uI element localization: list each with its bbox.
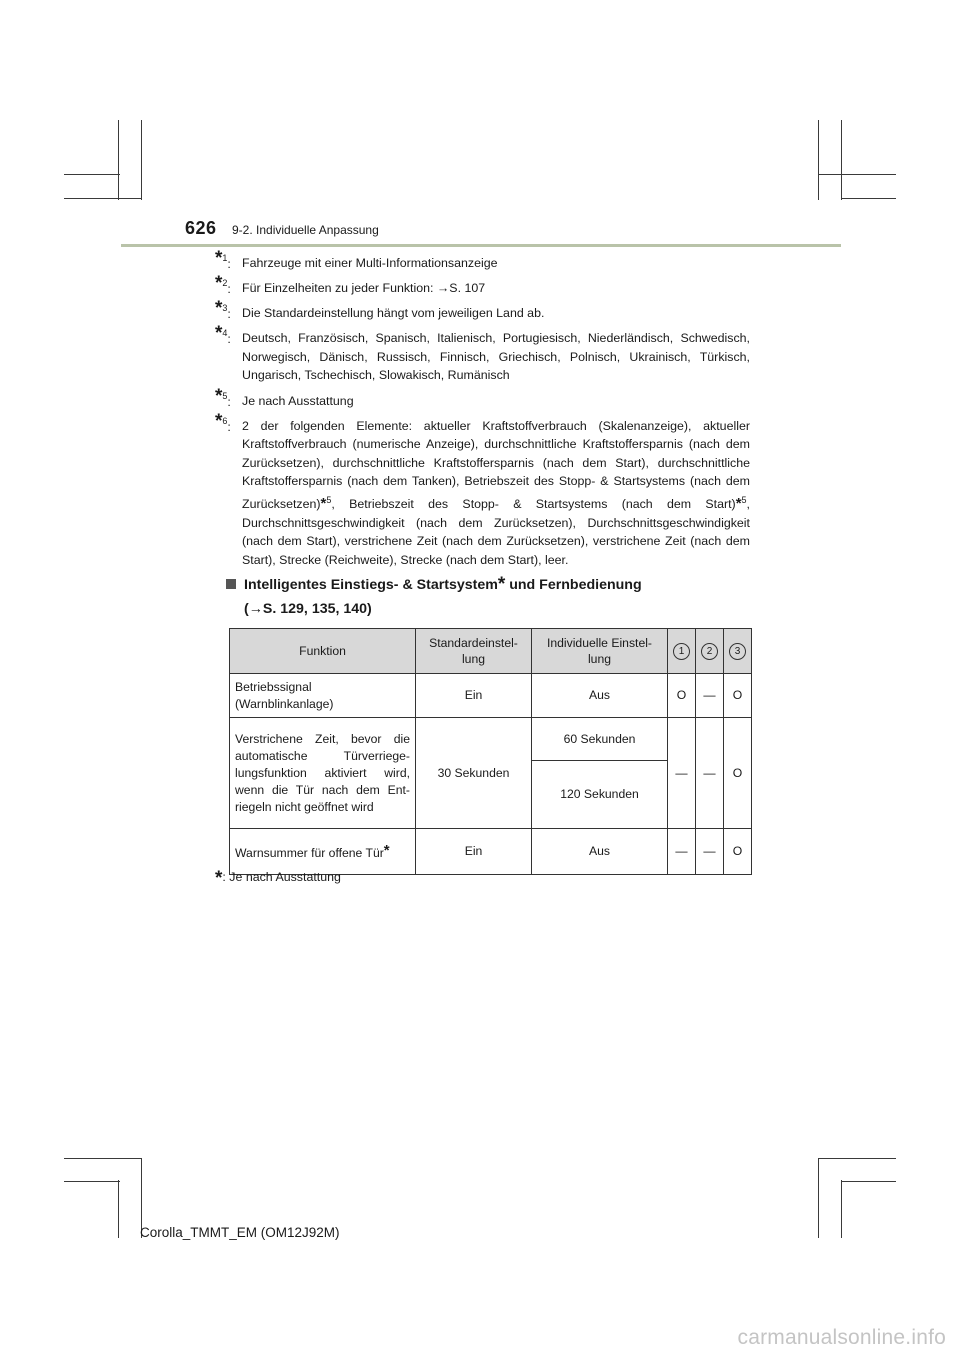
table-header-row [230,629,752,674]
cell-default: Ein [416,674,532,718]
table-row [230,718,752,761]
subheading-page-ref: (→S. 129, 135, 140) [244,601,372,617]
cell-custom: Aus [532,829,668,875]
crop-mark [64,174,120,175]
asterisk-icon: * [497,574,506,595]
crop-mark [64,1181,120,1182]
footnote-marker: *$^2$: [215,273,231,297]
cell-default: 30 Sekunden [416,718,532,829]
subheading-title-b: und Fernbedienung [505,577,642,593]
crop-mark [818,1158,896,1159]
footnote-text: Die Standardeinstellung hängt vom jeweiligen Land ab. [242,306,545,321]
cell-method-2: — [696,829,724,875]
footnote-list [215,248,750,576]
cell-custom: 60 Sekunden [532,718,668,761]
cell-method-3: O [724,674,752,718]
watermark: carmanualsonline.info [737,1326,946,1349]
crop-mark [818,120,819,200]
section-subheading [226,574,746,620]
footnote-4 [215,323,750,385]
cell-function: Verstrichene Zeit, bevor die automatische Türverriege-lungsfunktion aktiviert wird, wenn die Tür nach dem Ent-riegeln nicht geöffnet wird [230,718,416,829]
table-footnote: *: Je nach Ausstattung [215,868,341,889]
footnote-6 [215,410,750,570]
crop-mark [118,1180,119,1238]
footnote-5 [215,385,750,411]
circled-number-3-icon: 3 [729,643,746,660]
crop-mark [64,1158,142,1159]
cell-default: Ein [416,829,532,875]
crop-mark [841,120,842,200]
footnote-marker: *$^5$: [215,385,231,409]
footnote-1 [215,248,750,273]
footnote-text-part-b: , Betriebszeit des Stopp- & Startsystems (nach dem Start) [331,497,736,512]
cell-function-text: Warnsummer für offene Tür [235,845,384,860]
footnote-ref: 5 [741,495,747,506]
crop-mark [118,120,119,200]
asterisk-icon: * [320,495,327,513]
settings-table [229,628,752,875]
footnote-text: Je nach Ausstattung [242,393,354,408]
table-footnote-text: Je nach Ausstattung [229,870,341,884]
cell-method-2: — [696,674,724,718]
subheading-title-a: Intelligentes Einstiegs- & Startsystem [244,577,498,593]
footnote-text: Deutsch, Französisch, Spanisch, Italienisch, Portugiesisch, Niederländisch, Schwedisch, Norwegisch, Dänisch, Russisch, Finnisch, Griechisch, Polnisch, Ukrainisch, Türkisch, Ungarisch, Tschechisch, Slowakisch, Rumänisch [242,331,750,383]
column-header-2 [696,629,724,674]
section-title: 9-2. Individuelle Anpassung [232,223,379,237]
circled-number-2-icon: 2 [701,643,718,660]
cell-function: Betriebssignal (Warnblinkanlage) [230,674,416,718]
cell-method-3: O [724,829,752,875]
crop-mark [841,1181,896,1182]
cell-method-1: — [668,829,696,875]
footnote-marker: *$^1$: [215,248,231,271]
header-rule [121,244,841,247]
footnote-2 [215,273,750,298]
footnote-text: Fahrzeuge mit einer Multi-Informationsanzeige [242,256,498,270]
footnote-text-part-a: 2 der folgenden Elemente: aktueller Kraftstoffverbrauch (Skalenanzeige), aktueller Kraftstoffverbrauch (numerische Anzeige), durchschnittliche Kraftstoffersparnis (nach dem Zurücksetzen), durchschnittliche Kraftstoffersparnis (nach dem Start), durchschnittliche Kraftstoffersparnis (nach dem Tanken), Betriebszeit des Stopp- & Startsystems (nach dem Zurücksetzen) [242,418,750,512]
footnote-3 [215,298,750,323]
footnote-marker: *$^4$: [215,323,231,347]
crop-mark [141,120,142,200]
crop-mark [818,174,896,175]
column-header-custom: Individuelle Einstel-lung [532,629,668,674]
asterisk-icon: * [215,868,223,889]
asterisk-icon: * [735,495,742,513]
cell-method-3: O [724,718,752,829]
cell-custom: 120 Sekunden [532,761,668,829]
crop-mark [818,1158,819,1238]
column-header-1 [668,629,696,674]
asterisk-icon: * [383,841,390,859]
cell-method-1: — [668,718,696,829]
page-number: 626 [185,218,217,238]
cell-custom: Aus [532,674,668,718]
cell-method-1: O [668,674,696,718]
cell-method-2: — [696,718,724,829]
column-header-default: Standardeinstel-lung [416,629,532,674]
footnote-text: Für Einzelheiten zu jeder Funktion: →S. 107 [242,281,486,296]
column-header-function: Funktion [230,629,416,674]
crop-mark [841,1180,842,1238]
footnote-text-part-c: , Durchschnittsgeschwindigkeit (nach dem Zurücksetzen), Durchschnittsgeschwindigkeit (nach dem Start), verstrichene Zeit (nach dem Zurücksetzen), verstrichene Zeit (nach dem Start), Strecke (Reichweite), Strecke (nach dem Start), leer. [242,497,750,567]
column-header-3 [724,629,752,674]
circled-number-1-icon: 1 [673,643,690,660]
footnote-marker: *$^3$: [215,298,231,322]
crop-mark [64,198,142,199]
document-id: Corolla_TMMT_EM (OM12J92M) [140,1225,340,1240]
square-bullet-icon [226,579,236,589]
footnote-marker: *$^6$: [215,410,231,434]
footnote-ref: 5 [326,495,332,506]
crop-mark [841,198,896,199]
table-row [230,674,752,718]
